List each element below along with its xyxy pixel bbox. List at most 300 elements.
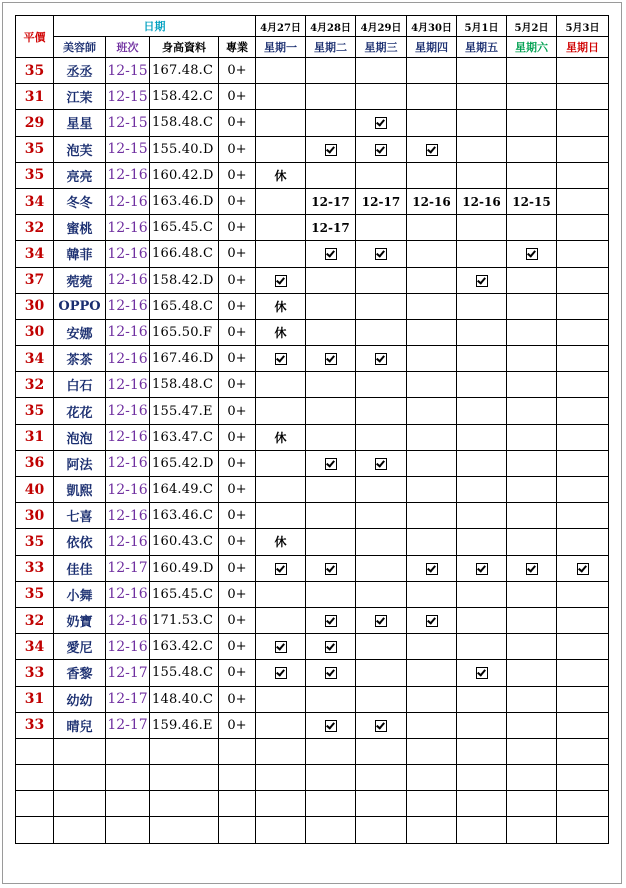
day-cell[interactable]: [407, 503, 457, 529]
day-cell[interactable]: [557, 319, 609, 345]
day-cell[interactable]: [557, 58, 609, 84]
day-cell[interactable]: 12-15: [507, 188, 557, 214]
day-cell[interactable]: [507, 136, 557, 162]
stylist-name: 茶茶: [54, 346, 106, 372]
empty-cell[interactable]: [219, 817, 256, 843]
day-cell[interactable]: [306, 712, 356, 738]
empty-cell[interactable]: [356, 765, 407, 791]
empty-cell[interactable]: [256, 817, 306, 843]
perf-cell: 0+: [219, 607, 256, 633]
day-cell[interactable]: [407, 398, 457, 424]
day-cell[interactable]: [306, 84, 356, 110]
perf-cell: 0+: [219, 372, 256, 398]
day-cell[interactable]: [256, 712, 306, 738]
checkbox-checked-icon: [476, 275, 488, 287]
day-cell[interactable]: [457, 136, 507, 162]
day-cell[interactable]: [557, 267, 609, 293]
date-cell: 4月27日: [256, 16, 306, 37]
empty-cell[interactable]: [507, 817, 557, 843]
day-cell[interactable]: [356, 136, 407, 162]
day-cell[interactable]: [256, 607, 306, 633]
date-cell: 5月2日: [507, 16, 557, 37]
day-cell[interactable]: [557, 634, 609, 660]
info-cell: 155.47.E: [150, 398, 219, 424]
day-cell[interactable]: [557, 162, 609, 188]
day-cell[interactable]: [256, 372, 306, 398]
perf-cell: 0+: [219, 110, 256, 136]
schedule-table: [15, 15, 609, 844]
day-cell[interactable]: 休: [256, 529, 306, 555]
avg-cell: 31: [16, 84, 54, 110]
day-cell[interactable]: [507, 215, 557, 241]
day-cell[interactable]: [557, 136, 609, 162]
info-cell: 158.42.C: [150, 84, 219, 110]
day-cell[interactable]: [407, 162, 457, 188]
day-cell[interactable]: [356, 84, 407, 110]
empty-cell[interactable]: [16, 791, 54, 817]
day-cell[interactable]: [256, 398, 306, 424]
avg-cell: 36: [16, 450, 54, 476]
day-cell[interactable]: [306, 372, 356, 398]
weekday-cell: 星期四: [407, 37, 457, 58]
day-cell[interactable]: [407, 293, 457, 319]
day-cell[interactable]: [407, 58, 457, 84]
empty-cell[interactable]: [54, 765, 106, 791]
avg-cell: 32: [16, 607, 54, 633]
day-cell[interactable]: [557, 110, 609, 136]
day-cell[interactable]: [306, 581, 356, 607]
day-cell[interactable]: [507, 319, 557, 345]
day-cell[interactable]: [306, 58, 356, 84]
empty-cell[interactable]: [256, 738, 306, 764]
empty-cell[interactable]: [16, 738, 54, 764]
day-cell[interactable]: [306, 346, 356, 372]
day-cell[interactable]: [507, 686, 557, 712]
day-cell[interactable]: [457, 162, 507, 188]
empty-cell[interactable]: [457, 817, 507, 843]
day-cell[interactable]: [356, 555, 407, 581]
day-cell[interactable]: [557, 293, 609, 319]
day-cell[interactable]: [306, 686, 356, 712]
day-cell[interactable]: [457, 267, 507, 293]
perf-cell: 0+: [219, 136, 256, 162]
perf-cell: 0+: [219, 84, 256, 110]
day-cell[interactable]: [256, 581, 306, 607]
empty-cell[interactable]: [557, 738, 609, 764]
day-cell[interactable]: [306, 162, 356, 188]
day-cell[interactable]: [256, 477, 306, 503]
day-cell[interactable]: [306, 293, 356, 319]
day-cell[interactable]: [356, 293, 407, 319]
empty-cell[interactable]: [356, 791, 407, 817]
info-cell: 155.40.D: [150, 136, 219, 162]
day-cell[interactable]: [356, 581, 407, 607]
day-cell[interactable]: [407, 215, 457, 241]
checkbox-checked-icon: [426, 144, 438, 156]
day-cell[interactable]: [256, 84, 306, 110]
empty-cell[interactable]: [150, 765, 219, 791]
day-cell[interactable]: [457, 84, 507, 110]
day-cell[interactable]: [256, 110, 306, 136]
day-cell[interactable]: [306, 398, 356, 424]
day-cell[interactable]: [457, 215, 507, 241]
stylist-name: 七喜: [54, 503, 106, 529]
day-cell[interactable]: [557, 450, 609, 476]
empty-cell[interactable]: [557, 765, 609, 791]
day-cell[interactable]: [507, 712, 557, 738]
info-cell: 158.48.C: [150, 372, 219, 398]
day-cell[interactable]: [557, 424, 609, 450]
day-cell[interactable]: [256, 503, 306, 529]
day-cell[interactable]: [407, 660, 457, 686]
table-row: [16, 346, 609, 372]
day-cell[interactable]: [306, 267, 356, 293]
day-cell[interactable]: [356, 346, 407, 372]
empty-cell[interactable]: [306, 817, 356, 843]
day-cell[interactable]: [256, 188, 306, 214]
day-cell[interactable]: [407, 424, 457, 450]
day-cell[interactable]: [457, 660, 507, 686]
empty-cell[interactable]: [106, 765, 150, 791]
day-cell[interactable]: [306, 634, 356, 660]
day-cell[interactable]: [356, 529, 407, 555]
day-cell[interactable]: [407, 529, 457, 555]
empty-cell[interactable]: [457, 791, 507, 817]
day-cell[interactable]: [507, 398, 557, 424]
empty-cell[interactable]: [407, 765, 457, 791]
empty-cell[interactable]: [407, 791, 457, 817]
day-cell[interactable]: 12-17: [306, 215, 356, 241]
empty-cell[interactable]: [457, 765, 507, 791]
day-cell[interactable]: [356, 241, 407, 267]
shift-cell: 12-15: [106, 84, 150, 110]
day-cell[interactable]: [507, 162, 557, 188]
day-cell[interactable]: [306, 450, 356, 476]
perf-cell: 0+: [219, 581, 256, 607]
day-cell[interactable]: [306, 555, 356, 581]
perf-cell: 0+: [219, 162, 256, 188]
day-cell[interactable]: [507, 555, 557, 581]
day-cell[interactable]: [407, 581, 457, 607]
day-cell[interactable]: [457, 555, 507, 581]
day-cell[interactable]: [407, 634, 457, 660]
day-cell[interactable]: [557, 477, 609, 503]
day-cell[interactable]: [457, 110, 507, 136]
day-cell[interactable]: [507, 529, 557, 555]
info-cell: 167.46.D: [150, 346, 219, 372]
day-cell[interactable]: [507, 581, 557, 607]
avg-cell: 34: [16, 346, 54, 372]
day-cell[interactable]: [356, 319, 407, 345]
day-cell[interactable]: [457, 58, 507, 84]
day-cell[interactable]: [507, 424, 557, 450]
day-cell[interactable]: [407, 555, 457, 581]
day-cell[interactable]: [256, 346, 306, 372]
avg-cell: 34: [16, 188, 54, 214]
day-cell[interactable]: [407, 84, 457, 110]
shift-cell: 12-17: [106, 660, 150, 686]
checkbox-checked-icon: [275, 641, 287, 653]
day-cell[interactable]: 12-16: [407, 188, 457, 214]
empty-cell[interactable]: [54, 791, 106, 817]
day-cell[interactable]: [356, 607, 407, 633]
day-cell[interactable]: 12-17: [356, 188, 407, 214]
day-cell[interactable]: [256, 555, 306, 581]
empty-cell[interactable]: [356, 817, 407, 843]
empty-cell[interactable]: [256, 791, 306, 817]
day-cell[interactable]: [356, 450, 407, 476]
shift-cell: 12-16: [106, 241, 150, 267]
day-cell[interactable]: [507, 346, 557, 372]
day-cell[interactable]: [457, 398, 507, 424]
day-cell[interactable]: [356, 424, 407, 450]
day-cell[interactable]: [507, 293, 557, 319]
empty-cell[interactable]: [16, 817, 54, 843]
day-cell[interactable]: [507, 241, 557, 267]
day-cell[interactable]: [457, 372, 507, 398]
day-cell[interactable]: [507, 477, 557, 503]
perf-cell: 0+: [219, 555, 256, 581]
day-cell[interactable]: [256, 267, 306, 293]
stylist-name: 小舞: [54, 581, 106, 607]
empty-cell[interactable]: [219, 765, 256, 791]
day-cell[interactable]: 休: [256, 424, 306, 450]
day-cell[interactable]: [407, 686, 457, 712]
empty-cell[interactable]: [219, 791, 256, 817]
day-cell[interactable]: [507, 450, 557, 476]
empty-cell[interactable]: [150, 791, 219, 817]
day-cell[interactable]: [407, 346, 457, 372]
empty-cell[interactable]: [557, 817, 609, 843]
day-cell[interactable]: [356, 162, 407, 188]
empty-row: [16, 738, 609, 764]
day-cell[interactable]: [457, 293, 507, 319]
day-cell[interactable]: [457, 346, 507, 372]
day-cell[interactable]: [507, 372, 557, 398]
day-cell[interactable]: [306, 660, 356, 686]
day-cell[interactable]: [356, 110, 407, 136]
day-cell[interactable]: [507, 110, 557, 136]
day-cell[interactable]: [507, 267, 557, 293]
day-cell[interactable]: [356, 398, 407, 424]
day-cell[interactable]: [356, 503, 407, 529]
day-cell[interactable]: [306, 424, 356, 450]
avg-cell: 35: [16, 162, 54, 188]
day-cell[interactable]: [557, 660, 609, 686]
table-row: [16, 503, 609, 529]
day-cell[interactable]: [457, 607, 507, 633]
perf-cell: 0+: [219, 424, 256, 450]
day-cell[interactable]: [557, 581, 609, 607]
checkbox-checked-icon: [526, 563, 538, 575]
empty-cell[interactable]: [106, 817, 150, 843]
day-cell[interactable]: [557, 372, 609, 398]
day-cell[interactable]: [407, 319, 457, 345]
day-cell[interactable]: 12-16: [457, 188, 507, 214]
day-cell[interactable]: [407, 110, 457, 136]
day-cell[interactable]: 休: [256, 319, 306, 345]
checkbox-checked-icon: [476, 563, 488, 575]
shift-cell: 12-16: [106, 162, 150, 188]
date-cell: 4月29日: [356, 16, 407, 37]
shift-cell: 12-17: [106, 686, 150, 712]
day-cell[interactable]: [457, 503, 507, 529]
day-cell[interactable]: [457, 241, 507, 267]
day-cell[interactable]: [407, 267, 457, 293]
info-cell: 165.45.C: [150, 215, 219, 241]
day-cell[interactable]: [256, 660, 306, 686]
day-cell[interactable]: [557, 712, 609, 738]
day-cell[interactable]: [356, 712, 407, 738]
day-cell[interactable]: [457, 686, 507, 712]
shift-cell: 12-15: [106, 110, 150, 136]
day-cell[interactable]: [557, 84, 609, 110]
day-cell[interactable]: [557, 529, 609, 555]
day-cell[interactable]: [306, 607, 356, 633]
checkbox-checked-icon: [426, 615, 438, 627]
shift-cell: 12-16: [106, 607, 150, 633]
empty-cell[interactable]: [150, 817, 219, 843]
day-cell[interactable]: [407, 712, 457, 738]
day-cell[interactable]: 休: [256, 293, 306, 319]
day-cell[interactable]: [306, 503, 356, 529]
empty-cell[interactable]: [306, 765, 356, 791]
empty-cell[interactable]: [507, 738, 557, 764]
day-cell[interactable]: [356, 215, 407, 241]
stylist-name: 安娜: [54, 319, 106, 345]
empty-cell[interactable]: [106, 738, 150, 764]
day-cell[interactable]: [457, 634, 507, 660]
day-cell[interactable]: [407, 241, 457, 267]
day-cell[interactable]: 休: [256, 162, 306, 188]
perf-cell: 0+: [219, 634, 256, 660]
day-cell[interactable]: [557, 607, 609, 633]
stylist-name: 花花: [54, 398, 106, 424]
day-cell[interactable]: [557, 503, 609, 529]
empty-cell[interactable]: [457, 738, 507, 764]
day-cell[interactable]: [507, 503, 557, 529]
day-cell[interactable]: [457, 581, 507, 607]
day-cell[interactable]: [306, 110, 356, 136]
perf-cell: 0+: [219, 660, 256, 686]
day-cell[interactable]: [507, 660, 557, 686]
day-cell[interactable]: [356, 686, 407, 712]
checkbox-checked-icon: [325, 458, 337, 470]
empty-cell[interactable]: [557, 791, 609, 817]
day-cell[interactable]: [356, 477, 407, 503]
day-cell[interactable]: [256, 136, 306, 162]
day-cell[interactable]: [457, 712, 507, 738]
stylist-name: 江茉: [54, 84, 106, 110]
day-cell[interactable]: [407, 372, 457, 398]
day-cell[interactable]: [557, 346, 609, 372]
empty-cell[interactable]: [256, 765, 306, 791]
empty-cell[interactable]: [16, 765, 54, 791]
empty-cell[interactable]: [54, 817, 106, 843]
day-cell[interactable]: [507, 634, 557, 660]
empty-cell[interactable]: [507, 765, 557, 791]
day-cell[interactable]: [356, 660, 407, 686]
empty-cell[interactable]: [306, 791, 356, 817]
day-cell[interactable]: [557, 398, 609, 424]
day-cell[interactable]: 12-17: [306, 188, 356, 214]
day-cell[interactable]: [256, 215, 306, 241]
day-cell[interactable]: [356, 634, 407, 660]
day-cell[interactable]: [256, 58, 306, 84]
day-cell[interactable]: [507, 58, 557, 84]
empty-cell[interactable]: [407, 817, 457, 843]
day-cell[interactable]: [557, 188, 609, 214]
perf-cell: 0+: [219, 529, 256, 555]
day-cell[interactable]: [256, 634, 306, 660]
day-cell[interactable]: [407, 477, 457, 503]
empty-cell[interactable]: [150, 738, 219, 764]
checkbox-checked-icon: [325, 353, 337, 365]
day-cell[interactable]: [306, 136, 356, 162]
day-cell[interactable]: [557, 555, 609, 581]
empty-cell[interactable]: [54, 738, 106, 764]
day-cell[interactable]: [256, 686, 306, 712]
day-cell[interactable]: [306, 241, 356, 267]
info-cell: 163.46.C: [150, 503, 219, 529]
day-cell[interactable]: [457, 450, 507, 476]
day-cell[interactable]: [356, 58, 407, 84]
empty-cell[interactable]: [306, 738, 356, 764]
day-cell[interactable]: [457, 319, 507, 345]
info-cell: 160.43.C: [150, 529, 219, 555]
day-cell[interactable]: [256, 241, 306, 267]
info-cell: 159.46.E: [150, 712, 219, 738]
day-cell[interactable]: [407, 136, 457, 162]
day-cell[interactable]: [507, 84, 557, 110]
day-cell[interactable]: [457, 477, 507, 503]
empty-cell[interactable]: [407, 738, 457, 764]
shift-cell: 12-16: [106, 634, 150, 660]
day-cell[interactable]: [306, 477, 356, 503]
info-cell: 165.48.C: [150, 293, 219, 319]
day-cell[interactable]: [507, 607, 557, 633]
day-cell[interactable]: [407, 450, 457, 476]
day-cell[interactable]: [407, 607, 457, 633]
checkbox-checked-icon: [375, 615, 387, 627]
empty-cell[interactable]: [507, 791, 557, 817]
table-row: [16, 529, 609, 555]
day-cell[interactable]: [306, 529, 356, 555]
avg-cell: 35: [16, 581, 54, 607]
perf-cell: 0+: [219, 215, 256, 241]
day-cell[interactable]: [457, 529, 507, 555]
checkbox-checked-icon: [375, 144, 387, 156]
day-cell[interactable]: [256, 450, 306, 476]
day-cell[interactable]: [457, 424, 507, 450]
day-cell[interactable]: [557, 241, 609, 267]
perf-cell: 0+: [219, 319, 256, 345]
shift-cell: 12-16: [106, 319, 150, 345]
weekday-cell: 星期六: [507, 37, 557, 58]
date-cell: 5月3日: [557, 16, 609, 37]
stylist-header: 美容師: [54, 37, 106, 58]
day-cell[interactable]: [356, 267, 407, 293]
day-cell[interactable]: [306, 319, 356, 345]
empty-cell[interactable]: [356, 738, 407, 764]
day-cell[interactable]: [356, 372, 407, 398]
avg-cell: 37: [16, 267, 54, 293]
empty-cell[interactable]: [106, 791, 150, 817]
empty-cell[interactable]: [219, 738, 256, 764]
table-row: [16, 712, 609, 738]
day-cell[interactable]: [557, 215, 609, 241]
day-cell[interactable]: [557, 686, 609, 712]
